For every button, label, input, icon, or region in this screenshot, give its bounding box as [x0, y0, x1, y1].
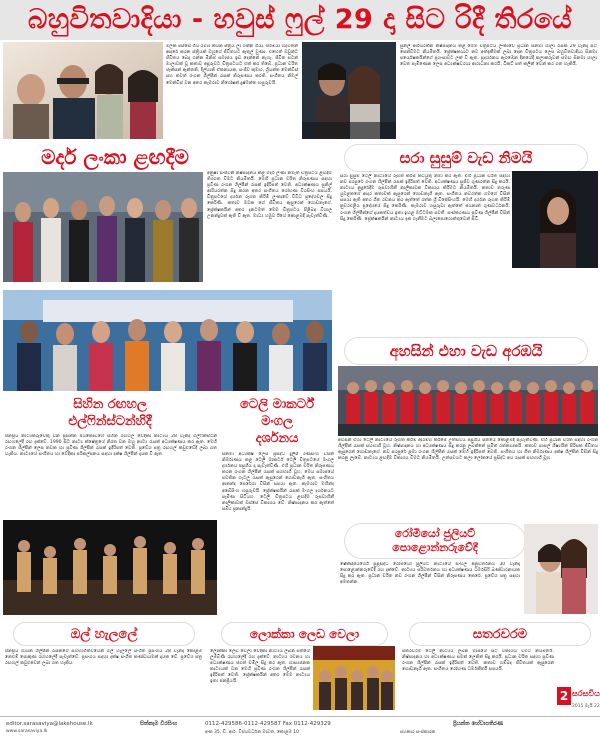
sihina-heading-line1: සිහින රඟහල [73, 397, 147, 412]
lokka-poster-photo [313, 646, 395, 710]
romeo-text: ෂේක්ස්පියර්ගේ සුප්‍රසිද්ධ රෝමියෝ ජුලියට් නාට්‍යයේ සිංහල අනුවර්තනය 30 වැනිදා පොළොන්නරුවේදී රඟ දැක්වේ. නාට්‍යය පරිවර්තනය හා අධ්‍යක්ෂණය ධර්මසිරි බණ්ඩාරනායක සිදු කර ඇත. ප්‍රධාන චරිත නව රංගන ශිල්පීන් විසින් නිරූපණය කෙරේ. ප්‍රවේශ පත්‍ර සඳහා අමතන්න. [340, 562, 520, 586]
footer-address: අංක 35, ඩී. ආර්. විජයවර්ධන මාවත, කොළඹ 10 [205, 730, 299, 735]
teli-text: සිනමා අධ්‍යක්ෂ ලෙස ප්‍රසිද්ධ දුලිප් රණසිංහ විසින් නිර්මාණය කළ ටෙලි මාකර්ට් ටෙලි චිත්‍රපටයේ මංගල දර්ශනය පසුගිය දා පැවැත්විණි. එහි ප්‍රධාන චරිත නිරූපණය කරන රංගන ශිල්පීන් රැසක් සහභාගී වූහ. මෙය සමාජයේ පවතින ගැටලු රැසක් ඇසුරෙන් ගොඩනැගී ඇත. සංගීතය ආනන්ද පෙරේරා විසින් සපයා ඇත. කැමරාව මහින්ද අබේසිංහ හසුරුවයි. ප්‍රේක්ෂකයින් රැසක් මංගල දර්ශනයට පැමිණ සිටියහ. ටෙලි චිත්‍රපටය ළඟදීම රූපවාහිනී නාලිකාවක් ඔස්සේ විකාශය වේ. නිෂ්පාදනය කර ඇත්තේ සමීර ප්‍රනාන්දුයි. [222, 452, 334, 512]
romeo-title-line2: පොළොන්නරුවේදී [392, 541, 478, 554]
sara-susum-text: සරා සුසුම් ටෙලි නාට්‍යයේ රූගත කිරීම් කටයුතු නිමා කර ඇත. එහි ප්‍රධාන චරිත සඳහා නව පරපුරේ රංගන ශිල්පීන් රැසක් ඉදිරිපත් වෙති. අධ්‍යක්ෂණය සුජීව ගුණරත්න සිදු කරයි. නාට්‍යය නුදුරේදීම රූපවාහිනී නාලිකාවක විකාශය කිරීමට නියමිතයි. කතාව තරුණ යුවළකගේ ආදර කතාවක් ඇසුරෙන් ගොඩනැගී ඇත. සංගීතය නවරත්න ගමගේ විසින් සපයා ඇති අතර ගීත රචනය කර ඇත්තේ රත්න ශ්‍රී විජේසිංහයි. මෙහි දර්ශන රූගත කිරීම් නුවරඑළිය ප්‍රදේශයේ සිදු කෙරිණි. කැමරාව හසුරුවා ඇත්තේ ජයනාත් ගුණවර්ධනයි. රංගන ශිල්පීන්ගේ දායකත්වය ඉතා ඉහළ මට්ටමක පවතී. සංස්කරණය ප්‍රවීණ ශිල්පීන් විසින් සිදු කෙරිණි. ප්‍රේක්ෂකයින් නාට්‍යය දැක ගැනීමට බලාපොරොත්තුවෙන් සිටී. [340, 174, 510, 222]
satha-heading [410, 623, 590, 645]
sihina-heading-line2: එල්ෆින්ස්ටන්හිදී [68, 414, 152, 429]
footer-phone: 0112-429586-0112-429587 Fax 0112-429329 [205, 721, 331, 727]
footer-email[interactable]: editor.sarasaviya@lakehouse.lk [6, 721, 93, 727]
page-badge [557, 687, 599, 715]
satha-text: සතරවරම ටෙලි නාට්‍යය ලබන මාසයේ සිට විකාශය වීමට නියමිතයි. නිෂ්පාදනය හා අධ්‍යක්ෂණය සමන් ලෙනින් සිදු කරයි. ප්‍රධාන චරිත සඳහා ප්‍රවීණ රංගන ශිල්පීන් රැසක් ඉදිරිපත් වෙති. කතාව ගම්බද ජීවිතයක් ඇසුරෙන් ගොඩනැගී ඇත. සංගීතය රෝහණ ධර්මකීර්ති සපයයි. [402, 649, 554, 673]
sara-susum-heading [345, 145, 587, 171]
teli-heading-line2: මංගල [261, 414, 293, 429]
romeo-title-line1: රෝමියෝ ජුලියට් [394, 527, 476, 540]
sara-susum-title-text: සරා සුසුම් වැඩ නිමයි [399, 149, 533, 167]
bahu-article-right-text: සුනිල් ආරියරත්න නිෂ්පාදනය කළ මෙම චිත්‍රපටය ලංකාවේ ප්‍රධාන සිනමා ශාලා රැසක 29 වැනිදා සිට පෙන්වීමට නියමිතයි. ප්‍රේක්ෂකයාට නව අත්දැකීමක් ලබා දෙන චිත්‍රපටය ලෙස බහුවිතවාදියා සිනමා පර්යේෂකයින්ගේ ප්‍රශංසාවට ලක් වී ඇත. ප්‍රදර්ශනය ඇරඹෙන දිනයේදී කලාකරුවන් සමඟ සිනමා ශාලා වෙත පැමිණෙන ලෙස අධ්‍යක්ෂවරයා ආරාධනා කරයි. ටිකට් පත් කලින් වෙන් කර ගත හැකියි. [400, 44, 597, 68]
ol-heading [14, 623, 194, 645]
footer-deputy: ප්‍රියන්ත හේවාපතිරණ [453, 721, 504, 727]
ahasin-group-photo [338, 366, 598, 436]
footer-editor: සිත්කෑම වීරසිංහ [140, 721, 178, 727]
romeo-photo [524, 524, 598, 614]
mother-lanka-photo-2 [3, 290, 332, 391]
satha-title-text: සතරවරම [472, 626, 528, 642]
ol-title-text: ඔල් හැලලේ [70, 626, 138, 642]
page-number: 2 [557, 687, 571, 705]
bahu-couple-photo [302, 42, 396, 139]
lokka-title-text: ලොක්කා ලෙඩ වෙලා [249, 626, 360, 641]
teli-heading-line3: දර්ශනය [255, 431, 299, 446]
sihina-text: ජනප්‍රිය නාට්‍යකරුවෙකු වන ප්‍රසන්න ජයකොඩිගේ සිහින රඟහල වේදිකා නාට්‍යය 28 වැනිදා එල්ෆින්ස්ටන් රඟහලේදී රඟ දැක්වේ. 1990 සිට නාට්‍ය ක්ෂේත්‍රයේ නිරත වන ඔහු නාට්‍ය රැසක් අධ්‍යක්ෂණය කර ඇත. මෙහි රංගන ශිල්පීන් ලෙස නවක හා ප්‍රවීණ ශිල්පීන් රැසක් ඉදිරිපත් වෙති. ප්‍රවේශ පත්‍ර රඟහල් කවුළුවේදී ලබා ගත හැකිය. නාට්‍යයේ සංගීතය හා වේදිකා පරිකල්පනය සඳහා දක්ෂ ශිල්පීන් දායක වී ඇත. [5, 434, 217, 458]
lokka-text: ලොක්කා ලෙඩ වෙලා වේදිකා නාට්‍යය ලබන සතියේ ලුම්බිණි රඟහලේදී රඟ දැක්වේ. නාට්‍යය රචනය හා අධ්‍යක්ෂණය ජගත් චමිල සිදු කර ඇත. හාස්‍යජනක නාට්‍යයක් වන මෙහි ප්‍රවීණ රංගන ශිල්පීන් රැසක් ඉදිරිපත් වෙති. ප්‍රේක්ෂකයින් අතර මෙම නාට්‍යය ඉතා ජනප්‍රියයි. [210, 649, 310, 685]
bahu-group-photo [3, 42, 163, 139]
ahasin-text: අහසින් එහා ටෙලි නාට්‍යයේ රූගත කිරීම් ආරම්භ කිරීමේ උත්සවය පසුගිය සතියේ කොළඹදී පැවැත්විණි. එහි ප්‍රධාන චරිත සඳහා රංගන ශිල්පීන් රැසක් සහභාගී වූහ. නිෂ්පාදනය හා අධ්‍යක්ෂණය සිදු කරනු ලබන්නේ සුමිත් රත්නායකයි. කතාව පාසල් ශිෂ්‍යයින් පිරිසක ජීවිතය ඇසුරෙන් ගොඩනැගේ. නව පරපුරේ ළමා රංගන ශිල්පීන් රැසක් මෙහි ඉදිරිපත් වෙති. සංගීතය හා ගීත නිර්මාණය දක්ෂ ශිල්පීන් විසින් සිදු කරනු ලැබේ. නාට්‍යය ළඟදීම විකාශය වීමට නියමිතයි. උත්සවයට කලා ලෝකයේ ප්‍රසිද්ධ අය රැසක් සහභාගී වූහ. [338, 438, 598, 462]
mother-lanka-photo-1 [3, 172, 203, 282]
sihina-stage-photo [3, 520, 217, 615]
footer-sub-editor: සහකාර සංස්කාරක [400, 730, 436, 735]
mother-lanka-text: අනුෂා සංජීවනී නිෂ්පාදනය කළ මදර් ලංකා නමැති චිත්‍රපටය ළඟදීම තිරගත වීමට නියමිතයි. මෙහි ප්‍රධාන චරිත නිරූපණය සඳහා ප්‍රවීණ රංගන ශිල්පීන් රැසක් ඉදිරිපත් වෙති. අධ්‍යක්ෂණය සුනිල් ආරියරත්න සිදු කරන අතර සංගීතය රෝහණ වීරසිංහ සපයයි. චිත්‍රපටයේ දර්ශන රූගත කිරීම් ලංකාවේ විවිධ ප්‍රදේශවල සිදු කෙරිණි. කතාව මවක ගේ ජීවිතය ඇසුරෙන් ගොඩනැගේ. ප්‍රේක්ෂකයින් අතර දැනටමත් මෙම චිත්‍රපටය පිළිබඳ විශාල උනන්දුවක් ඇති වී ඇත. මාධ්‍ය හමුව ඊයේ කොළඹදී පැවැත්විණි. [207, 171, 332, 219]
page-headline: බහුවිතවාදියා - හවුස් ෆුල් 29 දා සිට රිදී තිරයේ [27, 4, 573, 35]
brand-name: සරසවිය [572, 689, 600, 698]
footer [0, 716, 600, 737]
ahasin-heading [345, 338, 587, 364]
footer-web[interactable]: www.sarasaviya.lk [6, 729, 48, 734]
bahu-article-left-text: මලක පස්සේ ගිය රම්‍යා කියන ස්ත්‍රිය ලා ගන්න ගියා. පිරිමියා හදවතින් ආදරේ කරන ස්ත්‍රියක් ඔහුගේ ජීවිතයට ඇතුල් වුණා. එහෙත් ඔවුන්ට ජීවිතය බෙදා ගන්න මිනිස් සමාජය ඉඩ දෙන්නේ නැහැ. ජීවිත සටන් මාලාවක් වූ කතාව අපූරුවට චිත්‍රපටයට එක් කර තිබේ. ප්‍රධාන චරිත ජැක්සන් ඇන්තනි, දිල්හානි ඒකනායක, සංජීව කුමාර, ශ්‍රියන්ත මෙන්ඩිස් සහ තවත් රංගන ශිල්පීන් රැසක් නිරූපණය කරති. සංගීතය නිමල් මෙන්ඩිස් වන අතර කැමරාව නිරෝෂන් දුෂ්මන්ත හසුරුවයි. [166, 44, 298, 86]
romeo-heading [345, 524, 525, 558]
mother-lanka-heading: මදර් ලංකා ළඟදීම [41, 145, 189, 169]
ahasin-title-text: අහසින් එහා වැඩ අරඹයි [389, 342, 543, 360]
teli-heading-line1: ටෙලි මාකර්ට් [239, 397, 315, 412]
top-banner [0, 0, 600, 40]
lokka-heading [222, 623, 387, 645]
ol-text: ජනප්‍රිය ගායන ශිල්පීන් රැසකගේ සහභාගීත්වයෙන් ඔල් හැලලේ සංගීත ප්‍රසංගය 28 වැනිදා කොළඹ නෙළුම් පොකුණ රඟහලේදී පැවැත්වේ. ප්‍රසංගය සඳහා දක්ෂ සංගීත කණ්ඩායමක් දායක වේ. ප්‍රවේශ පත්‍ර රඟහල් කවුළුවෙන් ලබා ගත හැකිය. [5, 649, 202, 667]
sara-susum-photo [512, 171, 598, 268]
issue-date: 2015 මැයි 22 [572, 704, 600, 709]
